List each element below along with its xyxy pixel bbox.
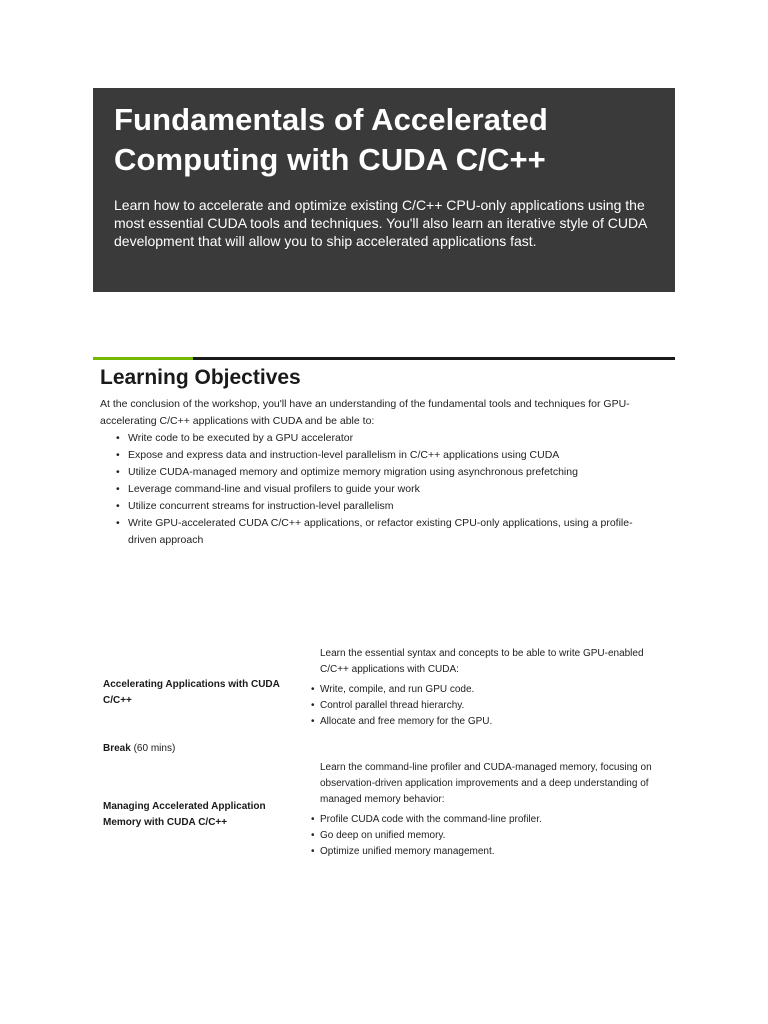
break-duration: (60 mins) xyxy=(133,743,176,754)
objective-item: • Expose and express data and instruction-level parallelism in C/C++ applications using CUDA xyxy=(128,447,675,464)
session-2-title xyxy=(103,799,293,831)
course-description: Learn how to accelerate and optimize existing C/C++ CPU-only applications using the most essential CUDA tools and techniques. You'll also learn an iterative style of CUDA development that will allow you to ship accelerated applications fast. xyxy=(114,197,647,249)
learning-objectives-intro: At the conclusion of the workshop, you'll have an understanding of the fundamental tools and techniques for GPU-accelerating C/C++ applications with CUDA and be able to: xyxy=(100,398,630,427)
session-2-title-text: Managing Accelerated Application Memory with CUDA C/C++ xyxy=(103,801,266,828)
break-row xyxy=(103,741,293,757)
section-divider xyxy=(93,357,675,360)
session-2-topics xyxy=(320,812,660,860)
objective-item: • Write GPU-accelerated CUDA C/C++ applications, or refactor existing CPU-only applications, using a profile-driven approach xyxy=(128,515,675,549)
objective-item: • Utilize CUDA-managed memory and optimize memory migration using asynchronous prefetching xyxy=(128,464,675,481)
session-2-topic: • Profile CUDA code with the command-line profiler. xyxy=(320,812,660,828)
course-header xyxy=(93,88,675,292)
session-2-details xyxy=(320,760,660,860)
learning-objectives-heading: Learning Objectives xyxy=(100,366,301,389)
objective-item: • Leverage command-line and visual profilers to guide your work xyxy=(128,481,675,498)
session-1-details xyxy=(320,646,660,730)
section-divider-accent xyxy=(93,357,193,360)
workshop-agenda xyxy=(93,640,675,876)
session-1-topic: • Write, compile, and run GPU code. xyxy=(320,682,660,698)
session-1-topics xyxy=(320,682,660,730)
learning-objectives-list xyxy=(93,430,675,549)
learning-objectives-section xyxy=(93,357,675,549)
session-1-topic: • Control parallel thread hierarchy. xyxy=(320,698,660,714)
session-2-topic: • Go deep on unified memory. xyxy=(320,828,660,844)
session-1-topic: • Allocate and free memory for the GPU. xyxy=(320,714,660,730)
session-1-description: Learn the essential syntax and concepts to be able to write GPU-enabled C/C++ applications with CUDA: xyxy=(320,648,644,675)
session-2-description: Learn the command-line profiler and CUDA-managed memory, focusing on observation-driven application improvements and a deep understanding of managed memory behavior: xyxy=(320,762,652,805)
break-label: Break xyxy=(103,743,131,754)
session-1-title xyxy=(103,677,293,709)
course-title: Fundamentals of Accelerated Computing with CUDA C/C++ xyxy=(114,102,548,177)
session-2-topic: • Optimize unified memory management. xyxy=(320,844,660,860)
session-1-title-text: Accelerating Applications with CUDA C/C++ xyxy=(103,679,280,706)
objective-item: • Write code to be executed by a GPU accelerator xyxy=(128,430,675,447)
objective-item: • Utilize concurrent streams for instruction-level parallelism xyxy=(128,498,675,515)
